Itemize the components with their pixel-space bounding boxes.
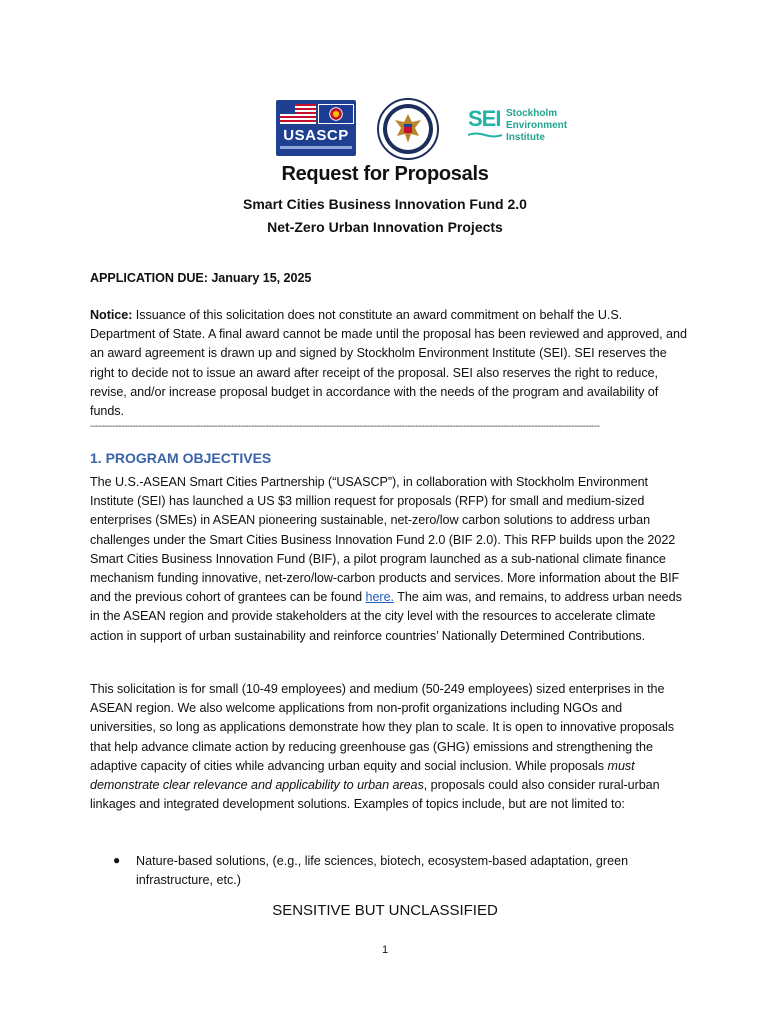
notice-paragraph [90,306,690,421]
sei-logo-words [506,108,567,144]
sei-word-3: Institute [506,132,545,143]
state-department-seal-icon [377,98,439,160]
sei-underline-icon [468,132,502,138]
section-heading-program-objectives: 1. PROGRAM OBJECTIVES [90,450,272,466]
usascp-logo [276,100,356,156]
paragraph2-emphasis: must demonstrate clear relevance and applicability to urban areas [90,758,635,793]
document-subtitle-1: Smart Cities Business Innovation Fund 2.0 [243,196,527,212]
application-due: APPLICATION DUE: January 15, 2025 [90,271,312,285]
paragraph2-text-a: This solicitation is for small (10-49 employees) and medium (50-249 employees) sized enterprises in the ASEAN region. We also welcome applications from non-profit organizations including NGOs and universities, so long as applications demonstrate how they plan to scale. It is open to innovative proposals that help advance climate action by reducing greenhouse gas (GHG) emissions and strengthening the adaptive capacity of cities while advancing urban equity and social inclusion. While proposals [90,682,675,773]
usascp-wordmark: USASCP [283,127,349,144]
paragraph-program-overview [90,473,690,646]
bif-info-link[interactable]: here. [365,590,394,605]
usascp-tagline-bar [280,146,352,149]
sei-word-2: Environment [506,120,568,131]
bullet-icon: ● [113,853,121,867]
logo-row [0,98,770,158]
dashed-divider: ------------------------------------------------------------------------------------------------------------------------------------------------------------------------------------ [90,421,600,432]
us-flag-icon [280,104,316,124]
paragraph1-text-b: The aim was, and remains, to address urban needs in the ASEAN region and provide stakeholders at the city level with the resources to accelerate climate action in support of urban sustainability and reinforce countries’ Nationally Determined Contributions. [90,590,682,643]
paragraph1-text-a: The U.S.-ASEAN Smart Cities Partnership (“USASCP”), in collaboration with Stockholm Environment Institute (SEI) has launched a US $3 million request for proposals (RFP) for small and medium-sized enterprises (SMEs) in ASEAN pioneering sustainable, net-zero/low carbon solutions to address urban challenges under the Smart Cities Business Innovation Fund 2.0 (BIF 2.0). This RFP builds upon the 2022 Smart Cities Business Innovation Fund (BIF), a pilot program launched as a sub-national climate finance mechanism funding innovative, net-zero/low-carbon products and services. More information about the BIF and the previous cohort of grantees can be found [90,475,680,605]
document-subtitle-2: Net-Zero Urban Innovation Projects [267,219,503,235]
paragraph2-text-b: , proposals could also consider rural-urban linkages and integrated development solutions. Examples of topics include, but are not limited to: [90,778,660,812]
page-number: 1 [381,944,389,956]
classification-footer: SENSITIVE BUT UNCLASSIFIED [272,902,498,919]
bullet-item-nature-based: Nature-based solutions, (e.g., life sciences, biotech, ecosystem-based adaptation, green infrastructure, etc.) [136,854,629,888]
paragraph-eligibility [90,680,690,814]
notice-label: Notice: [90,308,133,322]
sei-word-1: Stockholm [506,108,558,119]
notice-text: Issuance of this solicitation does not constitute an award commitment on behalf the U.S. Department of State. A final award cannot be made until the proposal has been reviewed and approved, and an award agreement is drawn up and signed by Stockholm Environment Institute (SEI). SEI reserves the right to decide not to issue an award after receipt of the proposal. SEI also reserves the right to reduce, revise, and/or increase proposal budget in accordance with the needs of the program and availability of funds. [90,308,687,419]
asean-flag-icon [318,104,354,124]
sei-logo-mark: SEI [468,106,501,131]
sei-logo [468,106,568,150]
document-title: Request for Proposals [281,163,489,185]
